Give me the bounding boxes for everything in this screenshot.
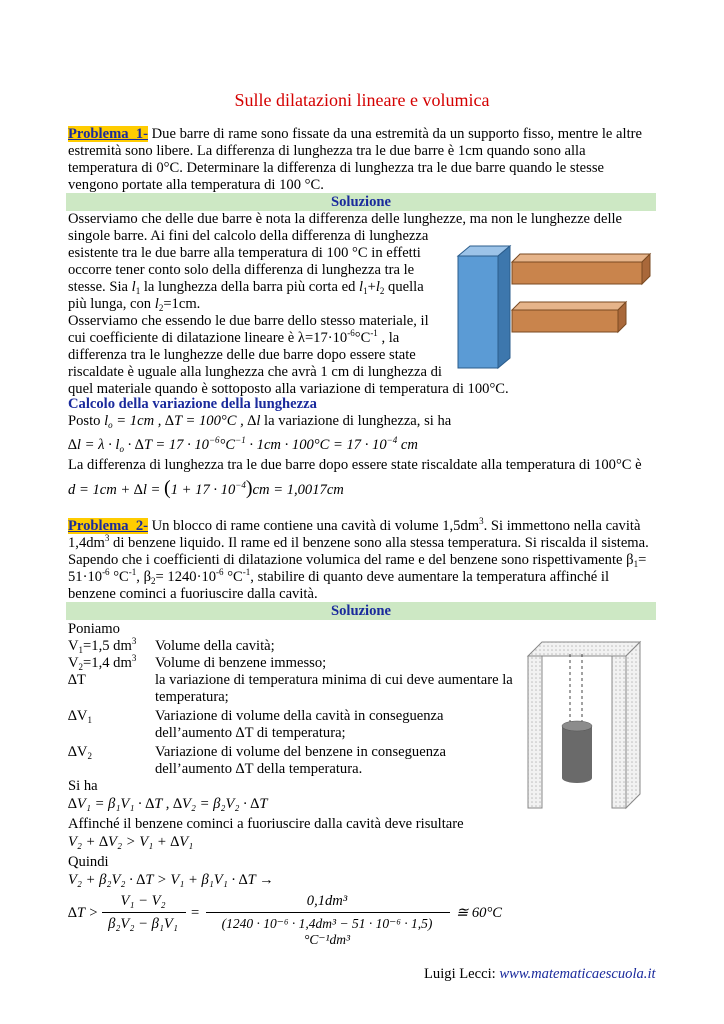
solution1-line8: cui coefficiente di dilatazione lineare è $\lambda=17\cdot 10^{-6}^\circ C^{-1}$ , la bbox=[68, 328, 400, 346]
eq6-fraction-bar-1 bbox=[102, 912, 186, 913]
solution1-line6: più lunga, con $l_2=1cm$. bbox=[68, 296, 201, 313]
dv1-symbol: $\Delta V_1$ bbox=[68, 708, 92, 725]
problem1-line3: temperatura di 0°C. Determinare la differenza di lunghezza tra le due barre quando le stesse bbox=[68, 160, 604, 176]
v2-description: Volume di benzene immesso; bbox=[155, 655, 327, 671]
problem2-line3: Sapendo che i coefficienti di dilatazione volumica del rame e del benzene sono rispettivamente $\beta_1=$ bbox=[68, 552, 647, 569]
eq6-fraction-bar-2 bbox=[206, 912, 450, 913]
short-bar-top bbox=[512, 302, 626, 310]
support-block bbox=[458, 256, 498, 368]
quindi: Quindi bbox=[68, 854, 109, 870]
dt-description-1: la variazione di temperatura minima di cui deve aumentare la bbox=[155, 672, 513, 688]
block-side bbox=[498, 246, 510, 368]
cavity-figure bbox=[526, 640, 644, 810]
eq6-denominator-1: β₂V₂ − β₁V₁ bbox=[108, 916, 178, 932]
page-title: Sulle dilatazioni lineare e volumica bbox=[234, 90, 490, 110]
solution1-line9: differenza tra le lunghezze delle due barre dopo essere state bbox=[68, 347, 416, 363]
equation-d: $d = 1cm + \Delta l = (1 + 17 \cdot 10^{-4})cm = 1,0017cm$ bbox=[68, 477, 344, 499]
frame-left-wall bbox=[528, 656, 542, 808]
problem2-line1: Problema_2- Un blocco di rame contiene una cavità di volume $1,5dm^3$. Si immettono nella cavità bbox=[68, 516, 641, 534]
problem2-label: Problema_2- bbox=[68, 518, 148, 534]
solution1-line2: singole barre. Ai fini del calcolo della differenza di lunghezza bbox=[68, 228, 429, 244]
posto-line: Posto $l_o = 1cm$ , ∆T = 100°C , ∆l la variazione di lunghezza, si ha bbox=[68, 413, 452, 430]
problem1-line1: Problema_1- Due barre di rame sono fissate da una estremità da un supporto fisso, mentre le altre bbox=[68, 126, 642, 142]
v1-description: Volume della cavità; bbox=[155, 638, 275, 654]
calc-subtitle: Calcolo della variazione della lunghezza bbox=[68, 396, 317, 412]
result-text: La differenza di lunghezza tra le due barre dopo essere state riscaldate alla temperatura di 100°C è bbox=[68, 457, 642, 473]
eq6-numerator-1: V₁ − V₂ bbox=[120, 893, 166, 909]
dv2-description-2: dell’aumento ∆T della temperatura. bbox=[155, 761, 363, 777]
solution1-line1: Osserviamo che delle due barre è nota la differenza delle lunghezze, ma non le lunghezze delle bbox=[68, 211, 623, 227]
solution-band-2: Soluzione bbox=[66, 602, 656, 620]
bars-figure bbox=[450, 238, 660, 378]
problem1-line4: vengono portate alla temperatura di 100 °C. bbox=[68, 177, 324, 193]
eq6-denominator-2: (1240 · 10⁻⁶ · 1,4dm³ − 51 · 10⁻⁶ · 1,5) °C⁻¹dm³ bbox=[221, 916, 433, 947]
dv1-description-2: dell’aumento ∆T di temperatura; bbox=[155, 725, 346, 741]
footer-author: Luigi Lecci: bbox=[424, 966, 500, 982]
eq6-lhs: ∆T > bbox=[68, 905, 99, 921]
dv2-symbol: $\Delta V_2$ bbox=[68, 744, 92, 761]
cylinder-top bbox=[562, 721, 592, 731]
problem2-line4: $51\cdot 10^{-6}$ $^\circ C^{-1}$, $\beta_2= 1240\cdot 10^{-6}$ $^\circ C^{-1}$, stabilire di quanto deve aumentare la temperatura affinché il bbox=[68, 567, 610, 586]
cylinder-body bbox=[562, 726, 592, 778]
solution1-line11: quel materiale quando è sottoposto alla variazione di temperatura di 100°C. bbox=[68, 381, 509, 397]
problem2-line2: $1,4dm^3$ di benzene liquido. Il rame ed il benzene sono alla stessa temperatura. Si riscalda il sistema. bbox=[68, 533, 649, 551]
problem1-line2: estremità sono libere. La differenza di lunghezza tra le due barre è 1cm quando sono alla bbox=[68, 143, 586, 159]
solution1-line10: riscaldate è uguale alla lunghezza che avrà 1 cm di lunghezza di bbox=[68, 364, 442, 380]
equation-inequality: V₂ + ∆V₂ > V₁ + ∆V₁ bbox=[68, 834, 194, 850]
equation-expanded: V₂ + β₂V₂ · ∆T > V₁ + β₁V₁ · ∆T → bbox=[68, 872, 274, 888]
frame-right-wall bbox=[612, 656, 626, 808]
eq6-result: ≅ 60°C bbox=[456, 905, 503, 921]
dv2-description-1: Variazione di volume del benzene in conseguenza bbox=[155, 744, 446, 760]
solution1-line3: esistente tra le due barre alla temperatura di 100 °C in effetti bbox=[68, 245, 421, 261]
v1-symbol: $V_1=1,5$ $dm^3$ bbox=[68, 636, 137, 655]
dv1-description-1: Variazione di volume della cavità in conseguenza bbox=[155, 708, 444, 724]
cylinder-bottom bbox=[562, 773, 592, 783]
eq6-numerator-2: 0,1dm³ bbox=[306, 893, 348, 909]
short-bar bbox=[512, 310, 618, 332]
equation-delta-l: $\Delta l = \lambda \cdot l_o \cdot \Delta T = 17 \cdot 10^{-6}^\circ C^{-1} \cdot 1cm \cdot 100^\circ C = 17 \cdot 10^{-4}$ cm bbox=[68, 435, 418, 454]
long-bar-top bbox=[512, 254, 650, 262]
frame-side bbox=[626, 642, 640, 808]
long-bar bbox=[512, 262, 642, 284]
dt-description-2: temperatura; bbox=[155, 689, 229, 705]
affinche-text: Affinché il benzene cominci a fuoriuscire dalla cavità deve risultare bbox=[68, 816, 464, 832]
footer bbox=[424, 966, 656, 983]
problem2-line5: benzene cominci a fuoriuscire dalla cavità. bbox=[68, 586, 318, 602]
dt-symbol: ∆T bbox=[68, 672, 86, 688]
solution-band-1: Soluzione bbox=[66, 193, 656, 211]
v2-symbol: $V_2=1,4$ $dm^3$ bbox=[68, 653, 137, 672]
equation-dv: ∆V₁ = β₁V₁ · ∆T , ∆V₂ = β₂V₂ · ∆T bbox=[68, 796, 268, 812]
solution1-line5: stesse. Sia $l_1$ la lunghezza della barra più corta ed $l_1+l_2$ quella bbox=[68, 279, 424, 296]
frame-top bbox=[528, 642, 640, 656]
si-ha: Si ha bbox=[68, 778, 98, 794]
eq6-equals: = bbox=[191, 905, 200, 921]
solution1-line7: Osserviamo che essendo le due barre dello stesso materiale, il bbox=[68, 313, 429, 329]
problem1-label: Problema_1- bbox=[68, 126, 148, 142]
footer-url[interactable]: www.matematicaescuola.it bbox=[499, 966, 656, 982]
poniamo: Poniamo bbox=[68, 621, 120, 637]
solution1-line4: occorre tener conto solo della differenza di lunghezza tra le bbox=[68, 262, 415, 278]
